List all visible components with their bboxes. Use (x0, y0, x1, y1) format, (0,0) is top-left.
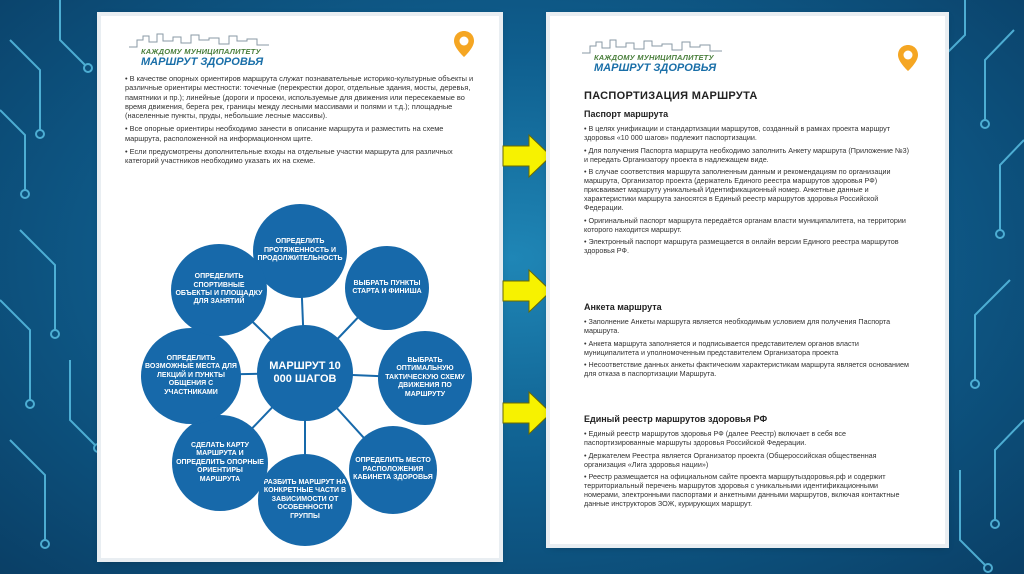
logo-line-2: МАРШРУТ ЗДОРОВЬЯ (141, 56, 264, 68)
left-text-block (125, 74, 480, 170)
list-item: • Держателем Реестра является Организатор проекта (Общероссийская общественная организация «Лига здоровья нации») (584, 450, 877, 469)
page-title: ПАСПОРТИЗАЦИЯ МАРШРУТА (584, 90, 758, 102)
list-item: • Для получения Паспорта маршрута необходимо заполнить Анкету маршрута (Приложение №3) и передать Организатору проекта в надлежащем виде. (584, 145, 910, 164)
logo-line-1: КАЖДОМУ МУНИЦИПАЛИТЕТУ (594, 53, 714, 62)
paragraph: • Если предусмотрены дополнительные входы на отдельные участки маршрута для различных категорий участников необходимо указать их на схеме. (125, 147, 453, 166)
section-heading: Единый реестр маршрутов здоровья РФ (584, 414, 768, 424)
location-pin-icon (897, 44, 919, 72)
diagram-center-node: МАРШРУТ 10 000 ШАГОВ (257, 325, 353, 421)
list-item: • Реестр размещается на официальном сайте проекта маршрутыздоровья.рф и содержит территориальный перечень маршрутов здоровья с уникальными идентификационными номерами, электронными паспортами и анкетными данными маршрутов, включая контактные данные инструкторов ЗОЖ, курирующих маршрут. (584, 472, 900, 508)
right-document-page (550, 16, 945, 544)
diagram-node: ОПРЕДЕЛИТЬ ПРОТЯЖЕННОСТЬ И ПРОДОЛЖИТЕЛЬНОСТЬ (253, 204, 347, 298)
list-item: • Электронный паспорт маршрута размещается в онлайн версии Единого реестра маршрутов здоровья РФ. (584, 237, 899, 255)
paragraph: • Все опорные ориентиры необходимо занести в описание маршрута и разместить на схеме маршрута, расположенной на информационном щите. (125, 124, 444, 143)
diagram-node: ОПРЕДЕЛИТЬ МЕСТО РАСПОЛОЖЕНИЯ КАБИНЕТА ЗДОРОВЬЯ (349, 426, 437, 514)
project-logo (582, 38, 722, 84)
logo-line-2: МАРШРУТ ЗДОРОВЬЯ (594, 62, 717, 74)
location-pin-icon (453, 30, 475, 58)
logo-line-1: КАЖДОМУ МУНИЦИПАЛИТЕТУ (141, 47, 261, 56)
section-heading: Анкета маршрута (584, 302, 662, 312)
left-document-page (101, 16, 499, 558)
section-heading: Паспорт маршрута (584, 109, 669, 119)
right-arrow-icon (501, 133, 553, 179)
section-body (584, 429, 914, 512)
list-item: • Заполнение Анкеты маршрута является необходимым условием для получения Паспорта маршрута. (584, 317, 891, 335)
diagram-node: ОПРЕДЕЛИТЬ СПОРТИВНЫЕ ОБЪЕКТЫ И ПЛОЩАДКУ ДЛЯ ЗАНЯТИЙ (171, 244, 267, 336)
route-steps-diagram (125, 200, 485, 546)
city-skyline-icon (582, 38, 722, 54)
diagram-node: ОПРЕДЕЛИТЬ ВОЗМОЖНЫЕ МЕСТА ДЛЯ ЛЕКЦИЙ И ПУНКТЫ ОБЩЕНИЯ С УЧАСТНИКАМИ (141, 328, 241, 424)
diagram-node: РАЗБИТЬ МАРШРУТ НА КОНКРЕТНЫЕ ЧАСТИ В ЗАВИСИМОСТИ ОТ ОСОБЕННОСТИ ГРУППЫ (258, 454, 352, 546)
list-item: • Единый реестр маршрутов здоровья РФ (далее Реестр) включает в себя все паспортизированные маршруты здоровья Российской Федерации. (584, 429, 846, 447)
list-item: • Анкета маршрута заполняется и подписывается представителем органов власти муниципалитета и уполномоченным представителем Организатора проекта (584, 338, 859, 357)
diagram-node: ВЫБРАТЬ ОПТИМАЛЬНУЮ ТАКТИЧЕСКУЮ СХЕМУ ДВИЖЕНИЯ ПО МАРШРУТУ (378, 331, 472, 425)
right-arrow-icon (501, 268, 553, 314)
section-body (584, 124, 914, 259)
section-body (584, 317, 914, 382)
diagram-node: СДЕЛАТЬ КАРТУ МАРШРУТА И ОПРЕДЕЛИТЬ ОПОРНЫЕ ОРИЕНТИРЫ МАРШРУТА (172, 415, 268, 511)
project-logo (129, 32, 269, 78)
list-item: • Оригинальный паспорт маршрута передаётся органам власти муниципалитета, на территории которого находится маршрут. (584, 215, 906, 234)
list-item: • В целях унификации и стандартизации маршрутов, созданный в рамках проекта маршрут здоровья «10 000 шагов» подлежит паспортизации. (584, 124, 891, 142)
city-skyline-icon (129, 32, 269, 48)
list-item: • В случае соответствия маршрута заполненным данным и рекомендациям по организации маршрута, Организатор проекта (держатель Единого реестра маршрутов здоровья РФ) присваивает маршруту уникальный Идентификационный номер. Анкетные данные и характеристики маршрута заносятся в Единый реестр маршрутов здоровья Российской Федерации. (584, 167, 891, 212)
list-item: • Несоответствие данных анкеты фактическим характеристикам маршрута является основанием для отказа в паспортизации Маршрута. (584, 360, 909, 378)
diagram-node: ВЫБРАТЬ ПУНКТЫ СТАРТА И ФИНИША (345, 246, 429, 330)
paragraph: • В качестве опорных ориентиров маршрута служат познавательные историко-культурные объекты и различные ориентиры местности: точечные (перекрестки дорог, отдельные здания, мосты, деревья, памятники и пр.); линейные (дороги и просеки, используемые для движения или пересекаемые во время движения, берега рек, границы между лесными массивами и полями и т.д.); площадные (населенные пункты, пруды, небольшие лесные массивы). (125, 74, 474, 121)
right-arrow-icon (501, 390, 553, 436)
